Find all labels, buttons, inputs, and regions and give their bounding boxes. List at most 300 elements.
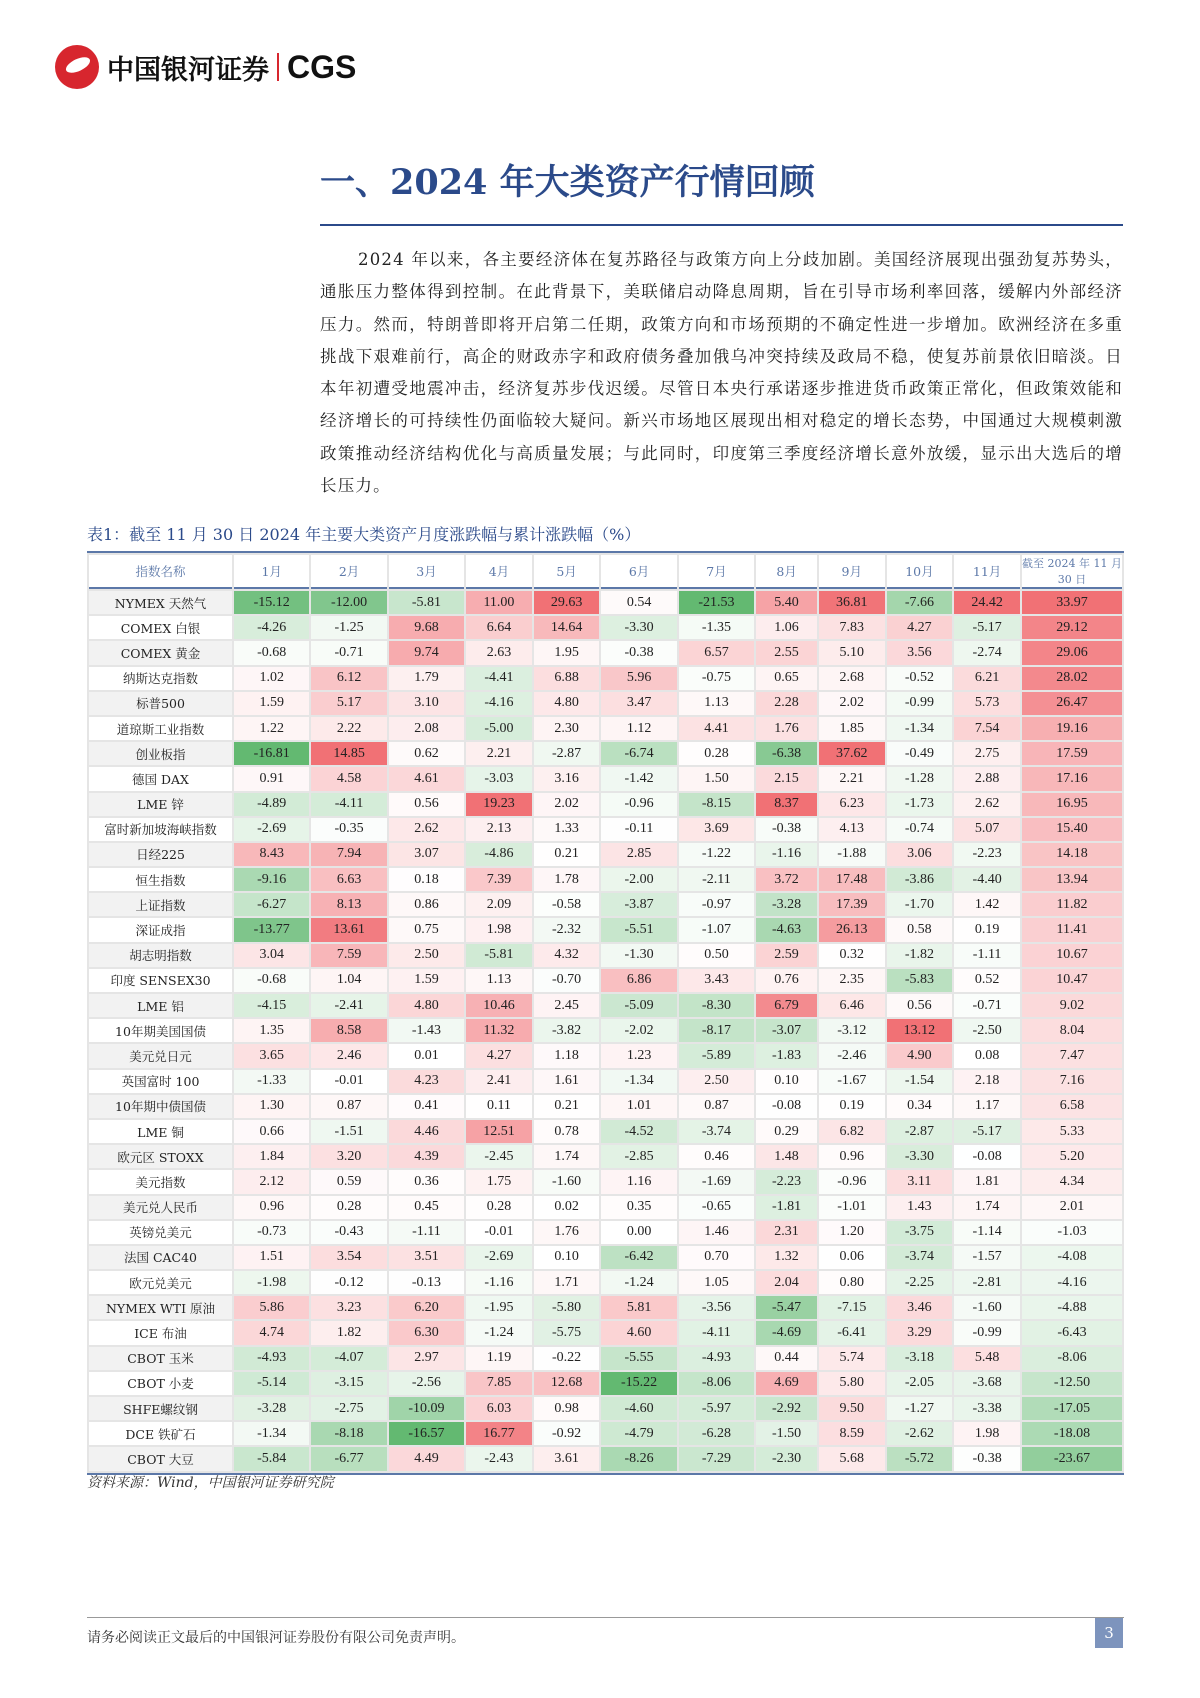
return-cell: -2.81 [954, 1271, 1020, 1294]
return-cell: -1.11 [954, 944, 1020, 967]
return-cell: 4.46 [389, 1120, 464, 1143]
return-cell: -2.46 [819, 1044, 885, 1067]
return-cell: 0.59 [311, 1170, 386, 1193]
return-cell: -0.01 [311, 1070, 386, 1093]
return-cell: 3.29 [887, 1321, 953, 1344]
return-cell: -4.63 [756, 918, 817, 941]
return-cell: 0.19 [819, 1095, 885, 1118]
column-header: 11月 [954, 555, 1020, 589]
return-cell: 3.04 [234, 944, 309, 967]
return-cell: 2.28 [756, 692, 817, 715]
return-cell: -1.35 [679, 616, 754, 639]
return-cell: 13.61 [311, 918, 386, 941]
return-cell: 0.87 [679, 1095, 754, 1118]
return-cell: 14.18 [1022, 843, 1122, 866]
return-cell: 2.97 [389, 1347, 464, 1370]
table-row [89, 994, 1122, 1017]
return-cell: -3.28 [756, 893, 817, 916]
table-header-row [89, 555, 1122, 589]
return-cell: -0.58 [534, 893, 600, 916]
company-logo [55, 45, 356, 89]
asset-name: CBOT 小麦 [89, 1372, 232, 1395]
return-cell: -0.71 [954, 994, 1020, 1017]
return-cell: 0.19 [954, 918, 1020, 941]
return-cell: 4.69 [756, 1372, 817, 1395]
return-cell: 26.47 [1022, 692, 1122, 715]
footer-disclaimer: 请务必阅读正文最后的中国银河证券股份有限公司免责声明。 [87, 1630, 465, 1646]
return-cell: 4.27 [887, 616, 953, 639]
return-cell: -8.06 [679, 1372, 754, 1395]
return-cell: 2.50 [389, 944, 464, 967]
return-cell: -5.00 [466, 717, 532, 740]
return-cell: 2.88 [954, 767, 1020, 790]
column-header: 5月 [534, 555, 600, 589]
return-cell: -2.00 [601, 868, 676, 891]
return-cell: -4.15 [234, 994, 309, 1017]
return-cell: 12.51 [466, 1120, 532, 1143]
return-cell: 6.03 [466, 1397, 532, 1420]
return-cell: -1.60 [534, 1170, 600, 1193]
return-cell: 1.59 [389, 969, 464, 992]
return-cell: -6.38 [756, 742, 817, 765]
return-cell: 2.68 [819, 667, 885, 690]
return-cell: -0.75 [679, 667, 754, 690]
table-row [89, 1145, 1122, 1168]
return-cell: 6.20 [389, 1296, 464, 1319]
return-cell: 36.81 [819, 591, 885, 614]
return-cell: -3.30 [601, 616, 676, 639]
return-cell: 1.35 [234, 1019, 309, 1042]
column-header: 7月 [679, 555, 754, 589]
page-number: 3 [1095, 1618, 1123, 1648]
return-cell: 1.95 [534, 641, 600, 664]
table-row [89, 692, 1122, 715]
return-cell: 1.81 [954, 1170, 1020, 1193]
column-header: 2月 [311, 555, 386, 589]
return-cell: -0.73 [234, 1221, 309, 1244]
return-cell: 2.18 [954, 1070, 1020, 1093]
return-cell: 0.46 [679, 1145, 754, 1168]
return-cell: -6.77 [311, 1447, 386, 1470]
return-cell: 0.54 [601, 591, 676, 614]
return-cell: 2.12 [234, 1170, 309, 1193]
table-row [89, 1447, 1122, 1470]
return-cell: -3.87 [601, 893, 676, 916]
return-cell: -4.16 [1022, 1271, 1122, 1294]
return-cell: 19.23 [466, 793, 532, 816]
return-cell: -6.28 [679, 1422, 754, 1445]
asset-name: COMEX 黄金 [89, 641, 232, 664]
return-cell: 1.17 [954, 1095, 1020, 1118]
return-cell: -1.57 [954, 1246, 1020, 1269]
return-cell: 2.02 [819, 692, 885, 715]
return-cell: 1.78 [534, 868, 600, 891]
return-cell: -0.99 [887, 692, 953, 715]
return-cell: -3.15 [311, 1372, 386, 1395]
return-cell: 0.52 [954, 969, 1020, 992]
table-row [89, 667, 1122, 690]
asset-name: 德国 DAX [89, 767, 232, 790]
return-cell: -1.43 [389, 1019, 464, 1042]
return-cell: 5.17 [311, 692, 386, 715]
return-cell: -17.05 [1022, 1397, 1122, 1420]
table-row [89, 1170, 1122, 1193]
return-cell: 5.40 [756, 591, 817, 614]
return-cell: 1.79 [389, 667, 464, 690]
return-cell: -2.45 [466, 1145, 532, 1168]
return-cell: -0.43 [311, 1221, 386, 1244]
return-cell: 9.50 [819, 1397, 885, 1420]
return-cell: 1.98 [466, 918, 532, 941]
return-cell: -2.11 [679, 868, 754, 891]
return-cell: -15.22 [601, 1372, 676, 1395]
return-cell: -1.11 [389, 1221, 464, 1244]
return-cell: 0.00 [601, 1221, 676, 1244]
return-cell: 0.96 [819, 1145, 885, 1168]
return-cell: -0.13 [389, 1271, 464, 1294]
return-cell: 3.43 [679, 969, 754, 992]
return-cell: -1.33 [234, 1070, 309, 1093]
return-cell: -1.69 [679, 1170, 754, 1193]
return-cell: -0.08 [756, 1095, 817, 1118]
return-cell: 2.15 [756, 767, 817, 790]
return-cell: -9.16 [234, 868, 309, 891]
return-cell: 1.61 [534, 1070, 600, 1093]
return-cell: 1.48 [756, 1145, 817, 1168]
table-row [89, 1196, 1122, 1219]
return-cell: 0.06 [819, 1246, 885, 1269]
return-cell: 1.43 [887, 1196, 953, 1219]
return-cell: 0.56 [887, 994, 953, 1017]
return-cell: 0.11 [466, 1095, 532, 1118]
asset-name: 英国富时 100 [89, 1070, 232, 1093]
return-cell: 37.62 [819, 742, 885, 765]
return-cell: 5.68 [819, 1447, 885, 1470]
return-cell: 6.63 [311, 868, 386, 891]
return-cell: 2.21 [466, 742, 532, 765]
return-cell: 15.40 [1022, 818, 1122, 841]
table-row [89, 1397, 1122, 1420]
return-cell: 3.61 [534, 1447, 600, 1470]
return-cell: 9.68 [389, 616, 464, 639]
return-cell: -21.53 [679, 591, 754, 614]
column-header: 9月 [819, 555, 885, 589]
return-cell: -1.28 [887, 767, 953, 790]
return-cell: 6.57 [679, 641, 754, 664]
asset-name: 法国 CAC40 [89, 1246, 232, 1269]
return-cell: 6.23 [819, 793, 885, 816]
return-cell: -0.38 [954, 1447, 1020, 1470]
return-cell: 0.44 [756, 1347, 817, 1370]
return-cell: -2.69 [466, 1246, 532, 1269]
return-cell: 2.08 [389, 717, 464, 740]
return-cell: 0.75 [389, 918, 464, 941]
return-cell: -0.52 [887, 667, 953, 690]
return-cell: -6.74 [601, 742, 676, 765]
return-cell: 1.06 [756, 616, 817, 639]
section-title: 一、2024 年大类资产行情回顾 [320, 162, 815, 203]
return-cell: -2.41 [311, 994, 386, 1017]
table-row [89, 591, 1122, 614]
logo-text-cn: 中国银河证券 [107, 54, 269, 86]
return-cell: 1.01 [601, 1095, 676, 1118]
return-cell: 0.35 [601, 1196, 676, 1219]
return-cell: -5.80 [534, 1296, 600, 1319]
return-cell: 16.77 [466, 1422, 532, 1445]
table-row [89, 944, 1122, 967]
return-cell: 6.64 [466, 616, 532, 639]
return-cell: -0.11 [601, 818, 676, 841]
return-cell: -4.60 [601, 1397, 676, 1420]
return-cell: 2.50 [679, 1070, 754, 1093]
return-cell: -4.08 [1022, 1246, 1122, 1269]
asset-name: 欧元区 STOXX [89, 1145, 232, 1168]
table-row [89, 918, 1122, 941]
asset-name: 10年期中债国债 [89, 1095, 232, 1118]
column-header: 6月 [601, 555, 676, 589]
table-row [89, 767, 1122, 790]
return-cell: -2.75 [311, 1397, 386, 1420]
return-cell: 1.13 [679, 692, 754, 715]
return-cell: 2.85 [601, 843, 676, 866]
return-cell: 0.62 [389, 742, 464, 765]
return-cell: 5.80 [819, 1372, 885, 1395]
return-cell: 3.54 [311, 1246, 386, 1269]
table-row [89, 1321, 1122, 1344]
return-cell: -0.35 [311, 818, 386, 841]
return-cell: 2.30 [534, 717, 600, 740]
return-cell: 2.35 [819, 969, 885, 992]
return-cell: 4.41 [679, 717, 754, 740]
return-cell: -1.24 [601, 1271, 676, 1294]
return-cell: -2.74 [954, 641, 1020, 664]
return-cell: -0.38 [601, 641, 676, 664]
return-cell: 2.21 [819, 767, 885, 790]
logo-divider [277, 53, 279, 81]
return-cell: 0.10 [756, 1070, 817, 1093]
return-cell: -0.96 [819, 1170, 885, 1193]
return-cell: 3.72 [756, 868, 817, 891]
return-cell: -1.16 [756, 843, 817, 866]
return-cell: -8.06 [1022, 1347, 1122, 1370]
table-row [89, 1221, 1122, 1244]
return-cell: 4.23 [389, 1070, 464, 1093]
return-cell: 0.87 [311, 1095, 386, 1118]
return-cell: -5.17 [954, 1120, 1020, 1143]
return-cell: 7.54 [954, 717, 1020, 740]
return-cell: 5.10 [819, 641, 885, 664]
return-cell: -16.57 [389, 1422, 464, 1445]
column-header: 1月 [234, 555, 309, 589]
return-cell: 8.59 [819, 1422, 885, 1445]
return-cell: -1.51 [311, 1120, 386, 1143]
return-cell: -4.79 [601, 1422, 676, 1445]
return-cell: 5.73 [954, 692, 1020, 715]
return-cell: -1.98 [234, 1271, 309, 1294]
return-cell: -1.82 [887, 944, 953, 967]
return-cell: 1.20 [819, 1221, 885, 1244]
return-cell: 5.48 [954, 1347, 1020, 1370]
return-cell: 1.85 [819, 717, 885, 740]
table-row [89, 1120, 1122, 1143]
return-cell: 10.46 [466, 994, 532, 1017]
return-cell: 3.11 [887, 1170, 953, 1193]
return-cell: 3.07 [389, 843, 464, 866]
return-cell: -3.82 [534, 1019, 600, 1042]
return-cell: 0.91 [234, 767, 309, 790]
return-cell: 6.30 [389, 1321, 464, 1344]
return-cell: 3.20 [311, 1145, 386, 1168]
return-cell: 6.82 [819, 1120, 885, 1143]
return-cell: 11.41 [1022, 918, 1122, 941]
return-cell: 0.02 [534, 1196, 600, 1219]
return-cell: 3.23 [311, 1296, 386, 1319]
return-cell: 13.12 [887, 1019, 953, 1042]
return-cell: 4.39 [389, 1145, 464, 1168]
return-cell: -3.03 [466, 767, 532, 790]
return-cell: -5.09 [601, 994, 676, 1017]
return-cell: 4.90 [887, 1044, 953, 1067]
return-cell: -0.49 [887, 742, 953, 765]
table-caption: 表1：截至 11 月 30 日 2024 年主要大类资产月度涨跌幅与累计涨跌幅（%） [87, 525, 641, 544]
return-cell: 13.94 [1022, 868, 1122, 891]
return-cell: 24.42 [954, 591, 1020, 614]
column-header: 3月 [389, 555, 464, 589]
return-cell: -8.18 [311, 1422, 386, 1445]
return-cell: -1.22 [679, 843, 754, 866]
return-cell: -1.83 [756, 1044, 817, 1067]
return-cell: -4.16 [466, 692, 532, 715]
asset-name: 标普500 [89, 692, 232, 715]
return-cell: -0.74 [887, 818, 953, 841]
return-cell: -0.08 [954, 1145, 1020, 1168]
return-cell: -5.84 [234, 1447, 309, 1470]
return-cell: -3.74 [887, 1246, 953, 1269]
return-cell: -1.25 [311, 616, 386, 639]
return-cell: 11.32 [466, 1019, 532, 1042]
asset-name: NYMEX 天然气 [89, 591, 232, 614]
return-cell: -5.72 [887, 1447, 953, 1470]
table-row [89, 1347, 1122, 1370]
return-cell: 0.36 [389, 1170, 464, 1193]
asset-returns-table [87, 551, 1124, 1475]
return-cell: -6.42 [601, 1246, 676, 1269]
return-cell: 1.76 [756, 717, 817, 740]
asset-name: 深证成指 [89, 918, 232, 941]
return-cell: -2.02 [601, 1019, 676, 1042]
return-cell: 17.48 [819, 868, 885, 891]
return-cell: 0.28 [311, 1196, 386, 1219]
return-cell: 1.30 [234, 1095, 309, 1118]
return-cell: 7.47 [1022, 1044, 1122, 1067]
return-cell: -5.89 [679, 1044, 754, 1067]
table-row [89, 1095, 1122, 1118]
return-cell: 2.04 [756, 1271, 817, 1294]
return-cell: -7.29 [679, 1447, 754, 1470]
return-cell: -1.81 [756, 1196, 817, 1219]
return-cell: -4.69 [756, 1321, 817, 1344]
return-cell: 5.33 [1022, 1120, 1122, 1143]
return-cell: -0.97 [679, 893, 754, 916]
return-cell: -3.18 [887, 1347, 953, 1370]
return-cell: 1.13 [466, 969, 532, 992]
return-cell: 0.78 [534, 1120, 600, 1143]
return-cell: -0.68 [234, 969, 309, 992]
return-cell: -1.14 [954, 1221, 1020, 1244]
return-cell: -1.24 [466, 1321, 532, 1344]
column-header: 指数名称 [89, 555, 232, 589]
return-cell: -2.87 [887, 1120, 953, 1143]
return-cell: 1.74 [534, 1145, 600, 1168]
return-cell: -1.73 [887, 793, 953, 816]
return-cell: 0.08 [954, 1044, 1020, 1067]
return-cell: 1.04 [311, 969, 386, 992]
return-cell: 1.02 [234, 667, 309, 690]
return-cell: 2.09 [466, 893, 532, 916]
return-cell: -16.81 [234, 742, 309, 765]
return-cell: -5.83 [887, 969, 953, 992]
return-cell: 0.70 [679, 1246, 754, 1269]
return-cell: 1.19 [466, 1347, 532, 1370]
return-cell: 1.82 [311, 1321, 386, 1344]
return-cell: 1.12 [601, 717, 676, 740]
return-cell: 0.76 [756, 969, 817, 992]
asset-name: 美元指数 [89, 1170, 232, 1193]
asset-name: 胡志明指数 [89, 944, 232, 967]
return-cell: -3.86 [887, 868, 953, 891]
table-row [89, 1070, 1122, 1093]
column-header: 8月 [756, 555, 817, 589]
return-cell: 1.05 [679, 1271, 754, 1294]
asset-name: SHFE螺纹钢 [89, 1397, 232, 1420]
return-cell: 1.22 [234, 717, 309, 740]
return-cell: 6.88 [534, 667, 600, 690]
return-cell: 0.98 [534, 1397, 600, 1420]
return-cell: 4.61 [389, 767, 464, 790]
return-cell: 0.50 [679, 944, 754, 967]
return-cell: 2.02 [534, 793, 600, 816]
return-cell: 26.13 [819, 918, 885, 941]
return-cell: 6.86 [601, 969, 676, 992]
return-cell: -1.34 [234, 1422, 309, 1445]
return-cell: -3.75 [887, 1221, 953, 1244]
return-cell: 16.95 [1022, 793, 1122, 816]
return-cell: -8.17 [679, 1019, 754, 1042]
return-cell: 4.74 [234, 1321, 309, 1344]
return-cell: 3.47 [601, 692, 676, 715]
return-cell: 17.16 [1022, 767, 1122, 790]
return-cell: 0.80 [819, 1271, 885, 1294]
asset-name: 恒生指数 [89, 868, 232, 891]
asset-name: CBOT 大豆 [89, 1447, 232, 1470]
return-cell: -5.51 [601, 918, 676, 941]
return-cell: 10.67 [1022, 944, 1122, 967]
return-cell: -2.23 [954, 843, 1020, 866]
return-cell: -2.92 [756, 1397, 817, 1420]
return-cell: 7.16 [1022, 1070, 1122, 1093]
return-cell: 7.94 [311, 843, 386, 866]
asset-name: 纳斯达克指数 [89, 667, 232, 690]
return-cell: -5.97 [679, 1397, 754, 1420]
return-cell: -1.34 [887, 717, 953, 740]
return-cell: -0.70 [534, 969, 600, 992]
return-cell: -4.93 [679, 1347, 754, 1370]
return-cell: 6.79 [756, 994, 817, 1017]
return-cell: -2.56 [389, 1372, 464, 1395]
return-cell: 4.13 [819, 818, 885, 841]
column-header: 4月 [466, 555, 532, 589]
column-header: 截至 2024 年 11 月 30 日 [1022, 555, 1122, 589]
